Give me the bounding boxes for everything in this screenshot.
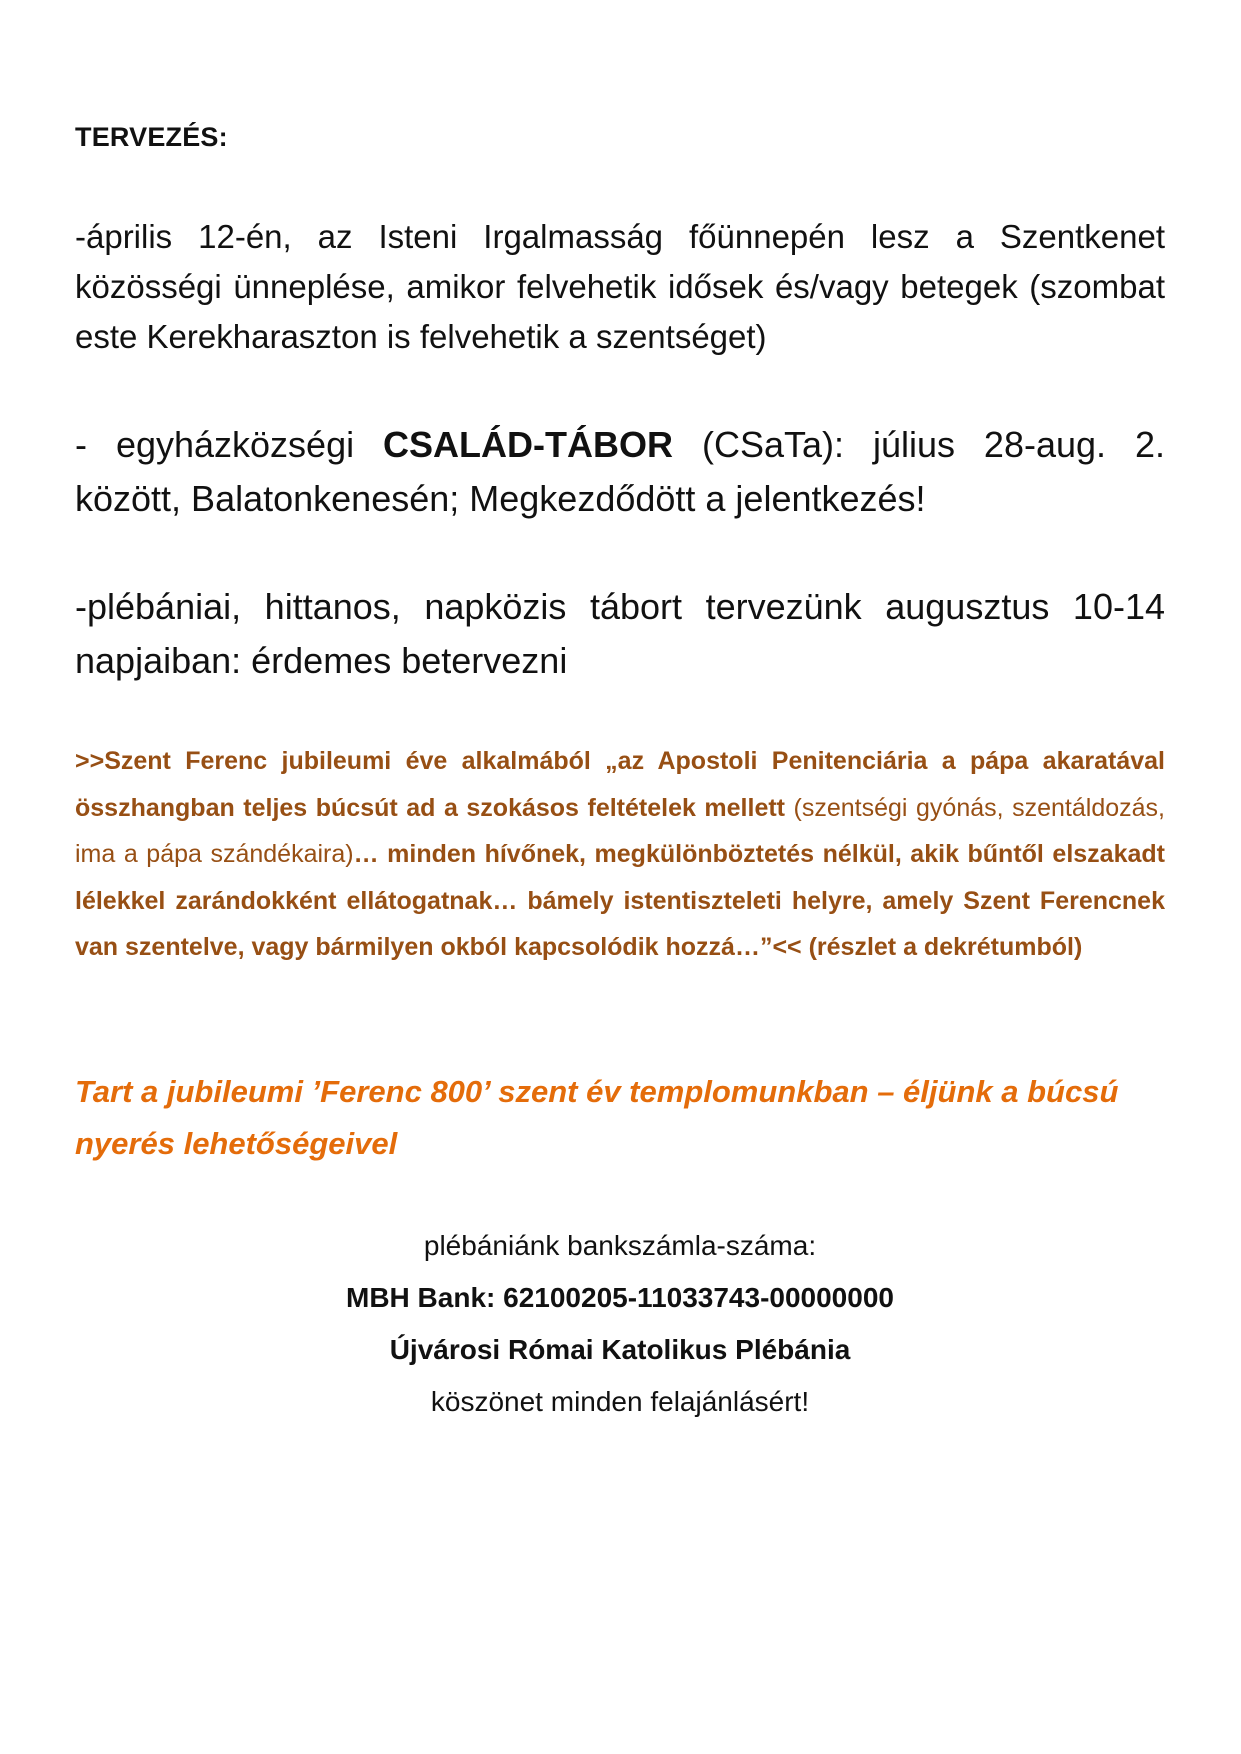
item-family-camp — [75, 418, 1165, 526]
bank-info — [75, 1220, 1165, 1428]
decree-quote — [75, 738, 1165, 971]
bank-account: MBH Bank: 62100205-11033743-00000000 — [346, 1282, 894, 1313]
item-suffix: (CSaTa): július 28-aug. 2. között, Balatonkenesén; Megkezdődött a jelentkezés! — [75, 424, 1166, 519]
item-day-camp: -plébániai, hittanos, napközis tábort tervezünk augusztus 10-14 napjaiban: érdemes betervezni — [75, 586, 1165, 681]
account-holder: Újvárosi Római Katolikus Plébánia — [389, 1334, 851, 1365]
quote-bold-1: >>Szent Ferenc jubileumi éve alkalmából „az Apostoli Penitenciária a pápa akaratával összhangban teljes búcsút ad a szokásos feltételek mellett — [75, 747, 1165, 822]
quote-normal: (szentségi gyónás, szentáldozás, ima a pápa szándékaira) — [75, 793, 1165, 868]
quote-bold-2: … minden hívőnek, megkülönböztetés nélkül, akik bűntől elszakadt lélekkel zarándokként ellátogatnak… bámely istentiszteleti helyre, amely Szent Ferencnek van szentelve, vagy bármilyen okból kapcsolódik hozzá…”<< (részlet a dekrétumból) — [75, 840, 1165, 961]
item-bold-title: CSALÁD-TÁBOR — [383, 424, 674, 465]
section-heading: TERVEZÉS: — [75, 122, 228, 152]
bank-label: plébániánk bankszámla-száma: — [423, 1230, 817, 1261]
jubilee-note: Tart a jubileumi ’Ferenc 800’ szent év templomunkban – éljünk a búcsú nyerés lehetőségeivel — [75, 1074, 1119, 1161]
thanks-note: köszönet minden felajánlásért! — [430, 1386, 810, 1417]
item-prefix: - egyházközségi — [75, 424, 384, 465]
item-anointing: -április 12-én, az Isteni Irgalmasság főünnepén lesz a Szentkenet közösségi ünneplése, amikor felvehetik idősek és/vagy betegek (szombat este Kerekharaszton is felvehetik a szentséget) — [75, 218, 1165, 355]
